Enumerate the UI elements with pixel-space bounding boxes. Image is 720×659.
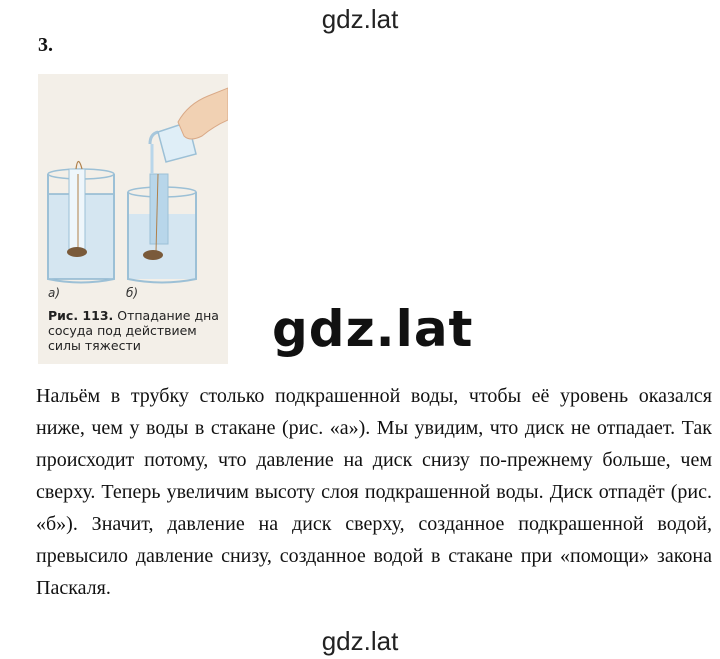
- hand-icon: [178, 88, 228, 139]
- answer-paragraph: Нальём в трубку столько подкрашенной воды, чтобы её уровень оказался ниже, чем у воды в стакане (рис. «а»). Мы увидим, что диск не отпадает. Так происходит потому, что давление на диск снизу по-прежнему больше, чем сверху. Теперь увеличим высоту слоя подкрашенной воды. Диск отпадёт (рис. «б»). Значит, давление на диск сверху, созданное подкрашенной водой, превысило давление снизу, созданное водой в стакане при «помощи» закона Паскаля.: [36, 385, 712, 599]
- watermark-top: gdz.lat: [321, 4, 399, 34]
- label-b: б): [126, 286, 139, 300]
- label-a: а): [48, 286, 61, 300]
- task-number: 3.: [38, 34, 53, 56]
- figure-illustration: [38, 74, 228, 364]
- glass-b: [128, 174, 196, 283]
- caption-number: Рис. 113.: [48, 308, 114, 323]
- watermark-center: gdz.lat: [272, 300, 474, 358]
- figure-caption: [48, 308, 228, 353]
- caption-text: Отпадание дна сосуда под действием силы тяжести: [48, 308, 219, 353]
- glass-a: [48, 162, 114, 283]
- vessels-illustration: [38, 74, 228, 304]
- watermark-bottom: gdz.lat: [321, 626, 399, 656]
